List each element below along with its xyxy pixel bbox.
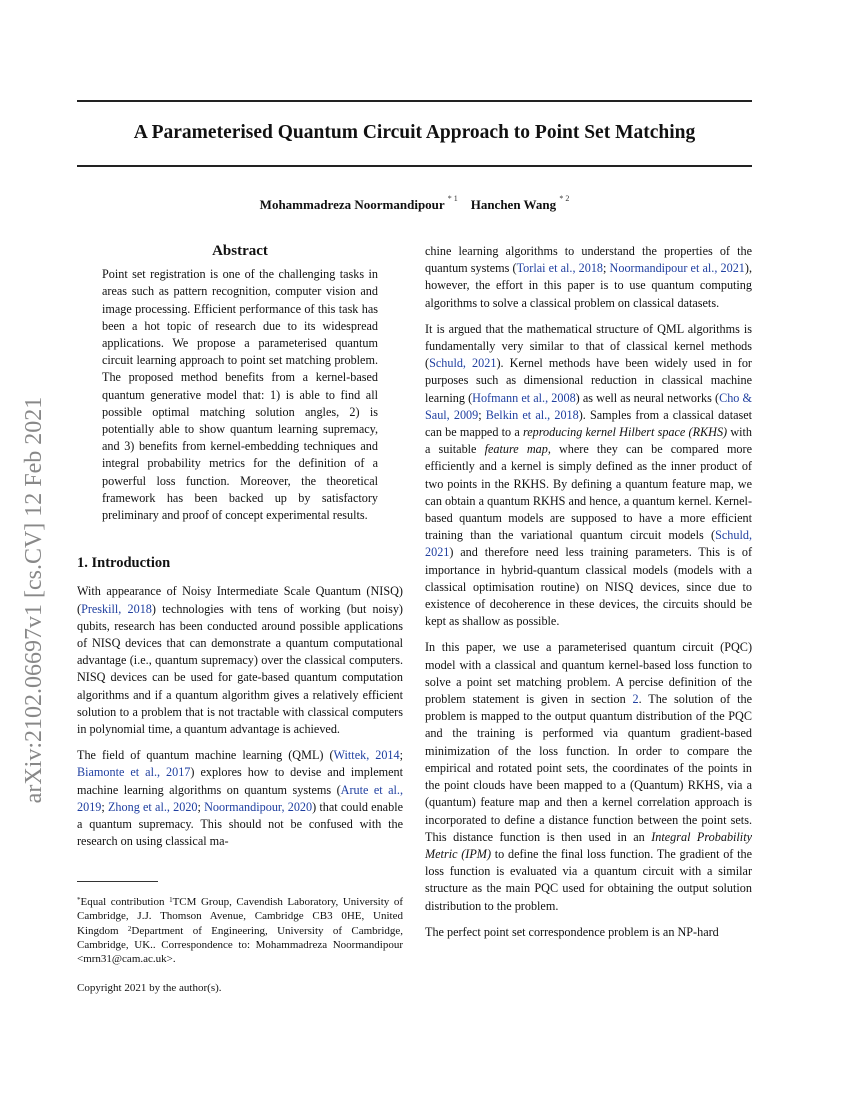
- author-name: Hanchen Wang: [470, 197, 557, 212]
- intro-paragraph-1: With appearance of Noisy Intermediate Scale Quantum (NISQ) (Preskill, 2018) technologies with tens of working (but noisy) qubits, research has been conducted around possible applications of NISQ devices that can demonstrate a quantum computational advantage (i.e., quantum supremacy) over the classical computers. NISQ devices can be used for gate-based quantum computation algorithms and if a quantum algorithm gives a relatively efficient solution to a problem that is not tractable with classical computers in polynomial time, a quantum advantage is achieved.: [77, 584, 403, 737]
- citation-link[interactable]: Hofmann et al., 2008: [472, 390, 576, 405]
- body-paragraph: It is argued that the mathematical structure of QML algorithms is fundamentally very similar to that of classical kernel methods (Schuld, 2021). Kernel methods have been widely used in for purposes such as dimensional reduction in classical machine learning (Hofmann et al., 2008) as well as neural networks (Cho & Saul, 2009; Belkin et al., 2018). Samples from a classical dataset can be mapped to a reproducing kernel Hilbert space (RKHS) with a suitable feature map, where they can be compared more efficiently and a kernel is simply defined as the inner product of two points in the RKHS. By defining a quantum feature map, we can obtain a quantum RKHS and hence, a quantum kernel. Kernel-based quantum models are supposed to have a more efficient training than the variational quantum circuit models (Schuld, 2021) and therefore need less training parameters. This is of importance in hybrid-quantum classical models (models with a classical optimisation routine) on NISQ devices, since due to existence of decoherence in these devices, the circuits should be kept as shallow as possible.: [425, 321, 753, 629]
- citation-link[interactable]: Wittek, 2014: [333, 748, 400, 763]
- citation-link[interactable]: Preskill, 2018: [81, 601, 152, 616]
- section-heading-introduction: 1. Introduction: [77, 555, 171, 572]
- citation-link[interactable]: Arute et al., 2019: [77, 782, 404, 814]
- citation-link[interactable]: Schuld, 2021: [429, 356, 497, 371]
- right-column: [425, 243, 752, 950]
- title-bottom-rule: [77, 165, 752, 167]
- left-column: [77, 243, 403, 860]
- emphasis: Integral Probability Metric (IPM): [425, 829, 752, 861]
- citation-link[interactable]: Noormandipour et al., 2021: [609, 261, 745, 276]
- citation-link[interactable]: Biamonte et al., 2017: [77, 765, 191, 780]
- emphasis: feature map: [484, 442, 548, 457]
- citation-link[interactable]: Zhong et al., 2020: [107, 799, 198, 814]
- citation-link[interactable]: Noormandipour, 2020: [204, 799, 313, 814]
- footnote: *Equal contribution $^1$TCM Group, Cavendish Laboratory, University of Cambridge, J.J. Thomson Avenue, Cambridge CB3 0HE, United Kingdom $^2$Department of Engineering, University of Cambridge, Cambridge, UK.. Correspondence to: Mohammadreza Noormandipour <mrn31@cam.ac.uk>.: [77, 896, 404, 966]
- abstract-text: Point set registration is one of the challenging tasks in areas such as pattern recognition, computer vision and image processing. Efficient performance of this task has been a hot topic of research due to its widespread applications. We propose a parameterised quantum circuit learning approach to point set matching problem. The proposed method benefits from a kernel-based quantum generative model that: 1) is able to find all possible optimal matching solution angles, 2) is potentially able to show quantum learning supremacy, and 3) benefits from kernel-embedding techniques and integral probability metrics for the definition of a powerful loss function. Moreover, the theoretical framework has been backed up by satisfactory preliminary and proof of concept experimental results.: [102, 267, 378, 523]
- body-paragraph: chine learning algorithms to understand the properties of the quantum systems (Torlai et al., 2018; Noormandipour et al., 2021), however, the effort in this paper is to use quantum computing algorithms to solve a classical problem on classical datasets.: [425, 244, 752, 310]
- author-affiliation-marks: * 1: [447, 194, 458, 203]
- paper-title: A Parameterised Quantum Circuit Approach to Point Set Matching: [133, 122, 696, 143]
- citation-link[interactable]: Belkin et al., 2018: [485, 407, 579, 422]
- author-list: [77, 194, 752, 213]
- emphasis: reproducing kernel Hilbert space (RKHS): [522, 425, 728, 440]
- author-affiliation-marks: * 2: [559, 194, 570, 203]
- abstract-heading: Abstract: [212, 243, 268, 259]
- footnote-rule: [77, 881, 158, 882]
- title-top-rule: [77, 100, 752, 102]
- citation-link[interactable]: Cho & Saul, 2009: [425, 390, 753, 422]
- citation-link[interactable]: Schuld, 2021: [425, 528, 752, 560]
- arxiv-identifier: arXiv:2102.06697v1 [cs.CV] 12 Feb 2021: [21, 396, 47, 804]
- author-name: Mohammadreza Noormandipour: [259, 197, 445, 212]
- section-reference-link[interactable]: 2: [632, 692, 639, 707]
- citation-link[interactable]: Torlai et al., 2018: [516, 261, 604, 276]
- intro-paragraph-2: The field of quantum machine learning (QML) (Wittek, 2014; Biamonte et al., 2017) explores how to devise and implement machine learning algorithms on quantum systems (Arute et al., 2019; Zhong et al., 2020; Noormandipour, 2020) that could enable a quantum supremacy. This should not be confused with the research on using classical ma-: [77, 748, 404, 849]
- body-paragraph: In this paper, we use a parameterised quantum circuit (PQC) model with a classical and quantum kernel-based loss function to solve a point set matching problem. A percise definition of the problem statement is given in section 2. The solution of the problem is mapped to the output quantum distribution of the PQC and the training is performed via quantum gradient-based minimization of the loss function. In order to compare the empirical and rotated point sets, the coordinates of the points in the point clouds have been mapped to a (Quantum) RKHS, via a (quantum) feature map and then a kernel correlation approach is incorporated to define a distance function between the point sets. This distance function is then used in an Integral Probability Metric (IPM) to define the final loss function. The gradient of the loss function is evaluated via a quantum circuit with a similar structure as the main PQC used for obtaining the output solution distribution to the problem.: [425, 640, 752, 913]
- body-paragraph: The perfect point set correspondence problem is an NP-hard: [425, 924, 719, 939]
- copyright-notice: Copyright 2021 by the author(s).: [77, 982, 222, 994]
